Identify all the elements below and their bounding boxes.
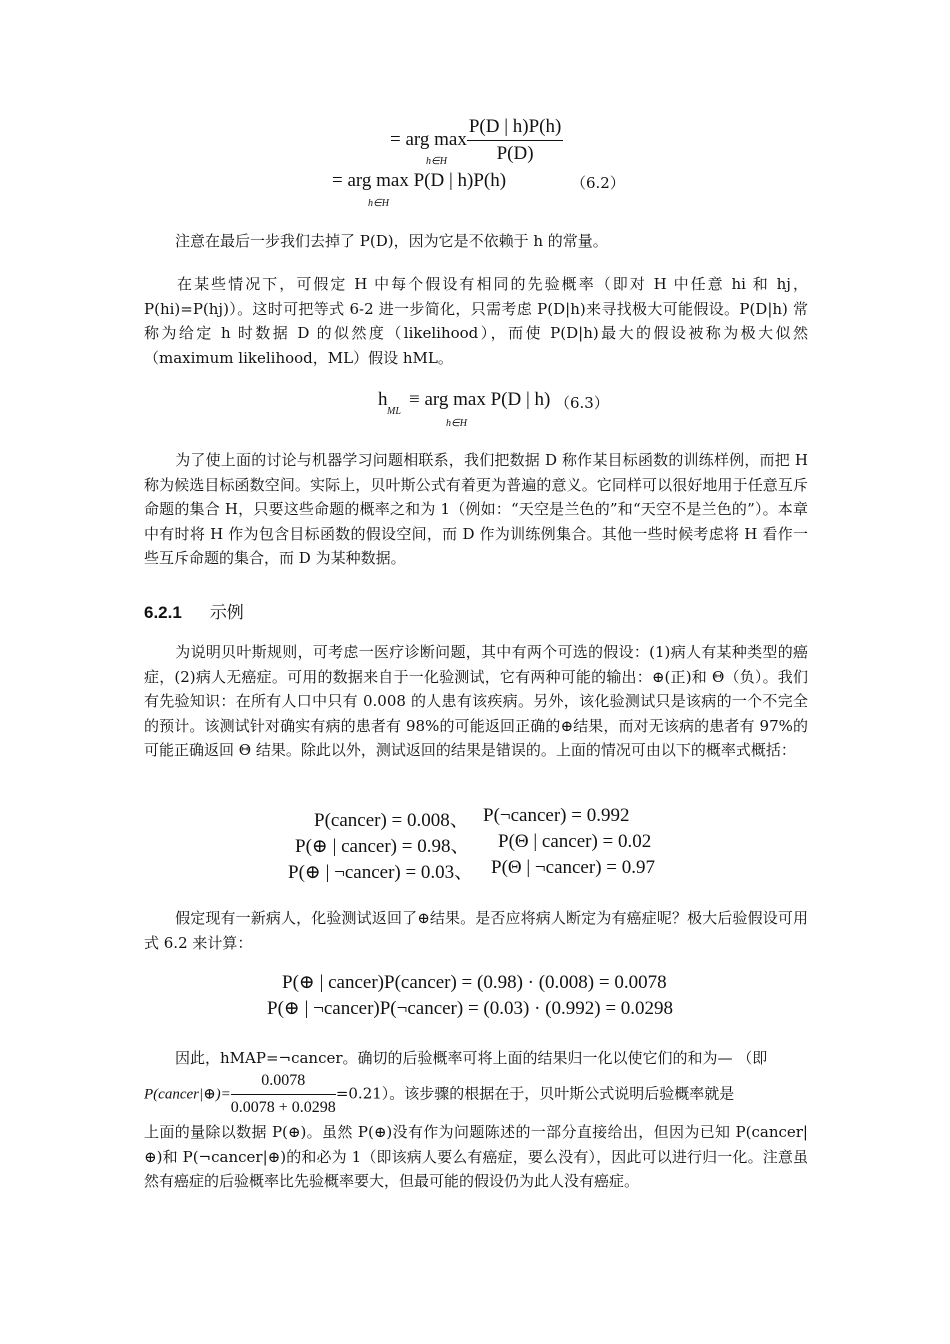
- posterior-fraction: [231, 1070, 336, 1119]
- map-calc-line2: P(⊕ | ¬cancer)P(¬cancer) = (0.03) · (0.992) = 0.0298: [267, 998, 674, 1019]
- eq-6-2-subscript: h∈H: [368, 198, 389, 209]
- eq-6-3-ml-subscript: ML: [387, 406, 401, 417]
- eq-argmax-subscript: h∈H: [426, 156, 447, 167]
- posterior-numerator: 0.0078: [231, 1070, 336, 1095]
- paragraph-normalization-a: 因此，hMAP=¬cancer。确切的后验概率可将上面的结果归一化以使它们的和为— （即: [175, 1049, 768, 1067]
- section-number: 6.2.1: [144, 603, 182, 622]
- equation-6-3-h: h: [378, 389, 388, 410]
- paragraph-maximum-likelihood: 在某些情况下，可假定 H 中每个假设有相同的先验概率（即对 H 中任意 hi 和 hj，P(hi)=P(hj)）。这时可把等式 6-2 进一步简化，只需考虑 P(D|h)来寻找极大可能假设。P(D|h) 常称为给定 h 时数据 D 的似然度（likelihood），而使 P(D|h)最大的假设被称为极大似然（maximum likelihood，ML）假设 hML。: [144, 275, 808, 367]
- paragraph-new-patient: 假定现有一新病人，化验测试返回了⊕结果。是否应将病人断定为有癌症呢？极大后验假设可用式 6.2 来计算：: [144, 909, 808, 952]
- map-calc-line1: P(⊕ | cancer)P(cancer) = (0.98) · (0.008) = 0.0078: [282, 972, 667, 993]
- prob-row3-left: P(⊕ | ¬cancer) = 0.03、: [288, 862, 474, 883]
- paragraph-normalization-b: [144, 1070, 808, 1119]
- eq-numerator: P(D | h)P(h): [467, 116, 563, 141]
- paragraph-bayes-generality: 为了使上面的讨论与机器学习问题相联系，我们把数据 D 称作某目标函数的训练样例，而把 H 称为候选目标函数空间。实际上，贝叶斯公式有着更为普遍的意义。它同样可以很好地用于任意互斥命题的集合 H，只要这些命题的概率之和为 1（例如：“天空是兰色的”和“天空不是兰色的”）。本章中有时将 H 作为包含目标函数的假设空间，而 D 作为训练例集合。其他一些时候考虑将 H 看作一些互斥命题的集合，而 D 为某种数据。: [144, 451, 808, 567]
- posterior-denominator: 0.0078 + 0.0298: [230, 1099, 336, 1116]
- prob-row3-right: P(Θ | ¬cancer) = 0.97: [491, 857, 655, 878]
- equation-argmax-bayes: [390, 116, 563, 165]
- prob-row2-left: P(⊕ | cancer) = 0.98、: [295, 836, 470, 857]
- prob-row1-right: P(¬cancer) = 0.992: [483, 805, 630, 826]
- equation-6-2: = arg max P(D | h)P(h): [332, 170, 507, 191]
- prob-row2-right: P(Θ | cancer) = 0.02: [498, 831, 652, 852]
- equation-6-3: ≡ arg max P(D | h): [409, 389, 551, 410]
- eq-argmax-label: = arg max: [390, 128, 467, 150]
- eq-denominator: P(D): [496, 143, 534, 164]
- paragraph-constant-note: 注意在最后一步我们去掉了 P(D)，因为它是不依赖于 h 的常量。: [175, 232, 608, 250]
- eq-fraction: [467, 116, 563, 165]
- prob-row1-left: P(cancer) = 0.008、: [314, 810, 469, 831]
- posterior-label: P(cancer|⊕)=: [144, 1086, 231, 1103]
- section-heading: [144, 598, 244, 623]
- posterior-suffix: =0.21）。该步骤的根据在于，贝叶斯公式说明后验概率就是: [335, 1084, 735, 1103]
- equation-number-6-2: （6.2）: [571, 174, 625, 192]
- paragraph-normalization-c: 上面的量除以数据 P(⊕)。虽然 P(⊕)没有作为问题陈述的一部分直接给出，但因为已知 P(cancer|⊕)和 P(¬cancer|⊕)的和必为 1（即该病人要么有癌症，要么没有），因此可以进行归一化。注意虽然有癌症的后验概率比先验概率要大，但最可能的假设仍为此人没有癌症。: [144, 1123, 808, 1190]
- paragraph-medical-example: 为说明贝叶斯规则，可考虑一医疗诊断问题，其中有两个可选的假设：(1)病人有某种类型的癌症，(2)病人无癌症。可用的数据来自于一化验测试，它有两种可能的输出：⊕(正)和 Θ（负）。我们有先验知识：在所有人口中只有 0.008 的人患有该疾病。另外，该化验测试只是该病的一个不完全的预计。该测试针对确实有病的患者有 98%的可能返回正确的⊕结果，而对无该病的患者有 97%的可能正确返回 Θ 结果。除此以外，测试返回的结果是错误的。上面的情况可由以下的概率式概括：: [144, 643, 808, 759]
- eq-6-3-subscript: h∈H: [446, 418, 467, 429]
- section-title: 示例: [209, 603, 244, 623]
- equation-number-6-3: （6.3）: [555, 394, 609, 412]
